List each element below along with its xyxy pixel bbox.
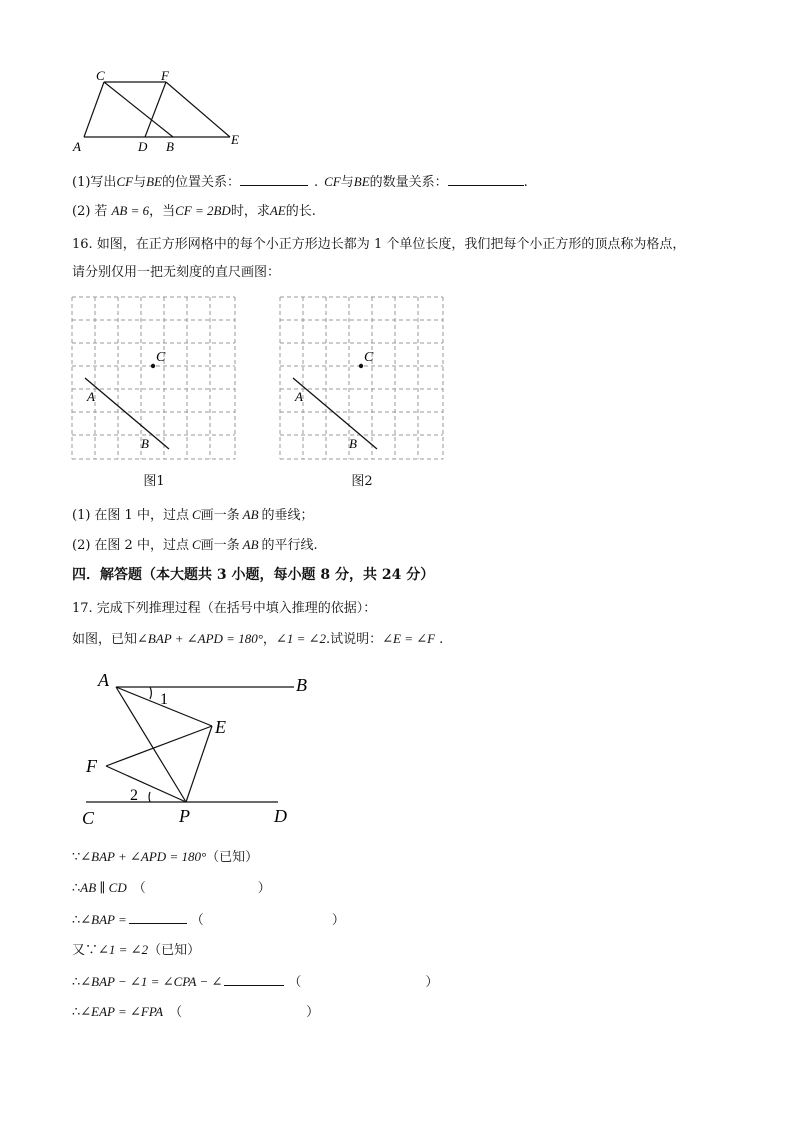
svg-text:F: F xyxy=(86,756,97,776)
figure-2-caption: 图2 xyxy=(351,474,373,489)
point-c xyxy=(151,364,155,368)
label-F: F xyxy=(161,68,169,83)
svg-text:B: B xyxy=(141,436,149,451)
svg-text:B: B xyxy=(349,436,357,451)
svg-text:C: C xyxy=(364,350,374,365)
answer-blank-angle[interactable] xyxy=(224,972,284,986)
proof-step-4: 又∵∠1 = ∠2（已知） xyxy=(72,942,201,958)
svg-text:C: C xyxy=(82,808,95,828)
svg-text:P: P xyxy=(179,806,190,826)
proof-step-5: ∴∠BAP − ∠1 = ∠CPA − ∠ （ ） xyxy=(72,974,439,990)
q15-part1: (1)写出CF与BE的位置关系： . CF与BE的数量关系： . xyxy=(72,174,528,190)
q17-instruction: 17. 完成下列推理过程（在括号中填入推理的依据）： xyxy=(72,601,377,616)
point-c xyxy=(359,364,363,368)
label-A: A xyxy=(73,139,81,154)
q16-part2: (2) 在图 2 中，过点 C画一条 AB 的平行线. xyxy=(72,537,318,553)
label-C: C xyxy=(96,68,105,83)
proof-step-1: ∵∠BAP + ∠APD = 180°（已知） xyxy=(72,849,259,865)
proof-step-2: ∴AB ∥ CD （ ） xyxy=(72,880,271,896)
svg-text:1: 1 xyxy=(160,691,168,708)
figure-1-caption: 图1 xyxy=(143,474,165,489)
proof-step-6: ∴∠EAP = ∠FPA （ ） xyxy=(72,1004,320,1020)
label-E: E xyxy=(231,132,239,147)
answer-blank-quantity[interactable] xyxy=(448,172,524,186)
svg-text:C: C xyxy=(156,350,166,365)
svg-text:A: A xyxy=(87,389,95,404)
svg-text:A: A xyxy=(98,670,109,690)
q15-part2: (2) 若 AB = 6，当CF = 2BD时，求AE的长. xyxy=(72,203,316,219)
svg-text:B: B xyxy=(296,675,307,695)
q16-part1: (1) 在图 1 中，过点 C画一条 AB 的垂线； xyxy=(72,507,314,523)
figure-15-parallelogram xyxy=(70,66,260,156)
grid-figure-1 xyxy=(70,295,240,461)
figure-17-parallel-lines xyxy=(78,662,328,832)
answer-blank-angle[interactable] xyxy=(129,910,187,924)
grid-figure-2 xyxy=(278,295,448,461)
svg-text:D: D xyxy=(274,806,287,826)
label-B: B xyxy=(166,139,174,154)
q17-given: 如图，已知∠BAP + ∠APD = 180°，∠1 = ∠2.试说明：∠E = ∠F . xyxy=(72,631,444,647)
proof-step-3: ∴∠BAP = （ ） xyxy=(72,912,345,928)
svg-text:E: E xyxy=(215,717,226,737)
svg-text:A: A xyxy=(295,389,303,404)
label-D: D xyxy=(138,139,148,154)
section-4-heading: 四．解答题（本大题共 3 小题，每小题 8 分，共 24 分） xyxy=(72,567,435,583)
answer-blank-position[interactable] xyxy=(240,172,308,186)
q16-text-line2: 请分别仅用一把无刻度的直尺画图： xyxy=(72,265,281,280)
q16-text-line1: 16. 如图，在正方形网格中的每个小正方形边长都为 1 个单位长度，我们把每个小正方形的顶点称为格点， xyxy=(72,237,686,252)
svg-text:2: 2 xyxy=(130,787,138,804)
